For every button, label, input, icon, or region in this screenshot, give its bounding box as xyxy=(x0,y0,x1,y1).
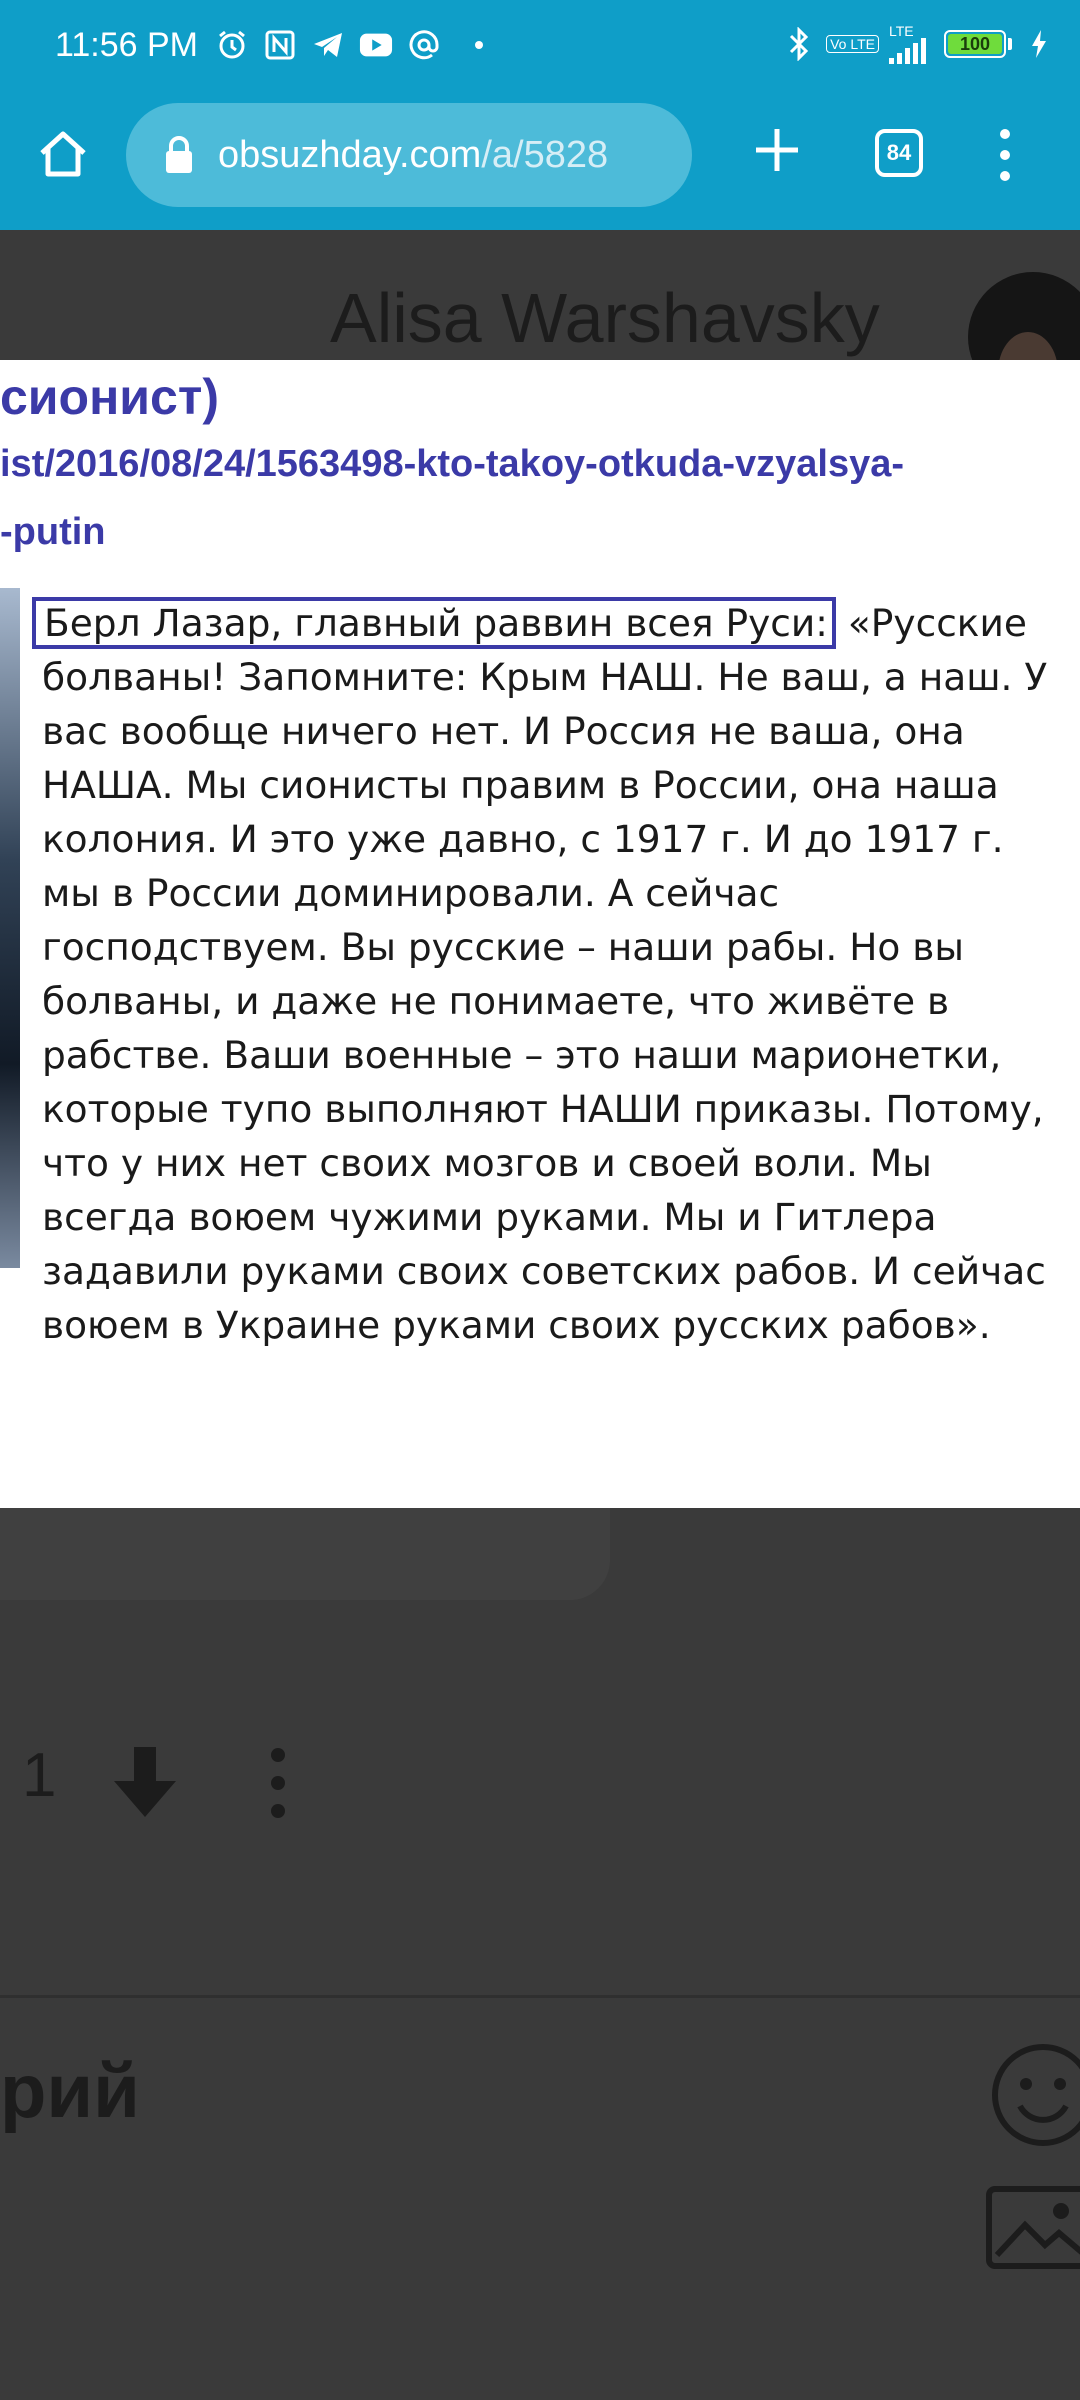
home-icon xyxy=(36,127,90,181)
downvote-arrow-icon[interactable] xyxy=(110,1745,180,1820)
comment-input-placeholder[interactable]: рий xyxy=(0,2049,140,2134)
url-path: /a/5828 xyxy=(481,133,609,176)
status-bar xyxy=(0,0,1080,95)
home-button[interactable] xyxy=(34,125,92,183)
more-notifications-dot xyxy=(475,41,483,49)
at-icon xyxy=(407,28,441,62)
url-text xyxy=(218,134,668,177)
browser-toolbar xyxy=(0,95,1080,230)
author-name: Alisa Warshavsky xyxy=(330,279,880,357)
url-domain: obsuzhday.com xyxy=(218,133,482,176)
vote-count: 1 xyxy=(22,1741,57,1810)
system-icons xyxy=(782,24,1056,64)
image-upload-icon[interactable] xyxy=(985,2185,1080,2270)
new-tab-button[interactable] xyxy=(750,123,804,177)
notification-icons xyxy=(215,28,483,62)
charging-icon xyxy=(1022,27,1056,61)
quote-speaker: Берл Лазар, главный раввин всея Руси: xyxy=(32,597,836,649)
quote-body: «Русские болваны! Запомните: Крым НАШ. Не ваш, а наш. У вас вообще ничего нет. И Россия не ваша, она НАША. Мы сионисты правим в России, она наша колония. И это уже давно, с 1917 г. И до 1917 г. мы в России доминировали. А сейчас господствуем. Вы русские – наши рабы. Но вы болваны, и даже не понимаете, что живёте в рабстве. Ваши военные – это наши марионетки, которые тупо выполняют НАШИ приказы. Потому, что у них нет своих мозгов и своей воли. Мы всегда воюем чужими руками. Мы и Гитлера задавили руками своих советских рабов. И сейчас воюем в Украине руками своих русских рабов». xyxy=(42,601,1048,1347)
popup-heading: сионист) xyxy=(0,369,219,425)
popup-link xyxy=(0,430,1070,566)
lte-signal xyxy=(889,24,926,64)
smiley-icon[interactable] xyxy=(988,2040,1080,2150)
battery-icon xyxy=(944,30,1012,58)
nfc-icon xyxy=(263,28,297,62)
comment-card xyxy=(0,1505,610,1600)
telegram-icon xyxy=(311,28,345,62)
popup-photo-strip xyxy=(0,588,20,1268)
youtube-icon xyxy=(359,28,393,62)
plus-icon xyxy=(750,123,804,177)
quote-text xyxy=(42,596,1062,1352)
lte-label: LTE xyxy=(889,23,914,39)
url-bar[interactable] xyxy=(126,103,692,207)
lock-icon xyxy=(164,135,194,175)
alarm-icon xyxy=(215,28,249,62)
tab-switcher-button[interactable]: 84 xyxy=(875,129,923,177)
popup-link-line2: -putin xyxy=(0,511,106,553)
status-time: 11:56 PM xyxy=(55,26,199,64)
volte-icon: Vo LTE xyxy=(826,35,879,53)
signal-icon xyxy=(889,38,926,64)
bluetooth-icon xyxy=(782,27,816,61)
battery-level: 100 xyxy=(948,34,1002,54)
image-viewer-popup[interactable] xyxy=(0,360,1080,1508)
divider xyxy=(0,1995,1080,1998)
browser-menu-button[interactable] xyxy=(990,125,1020,185)
popup-link-line1: ist/2016/08/24/1563498-kto-takoy-otkuda-vzyalsya- xyxy=(0,443,905,485)
comment-more-button[interactable] xyxy=(268,1748,288,1818)
